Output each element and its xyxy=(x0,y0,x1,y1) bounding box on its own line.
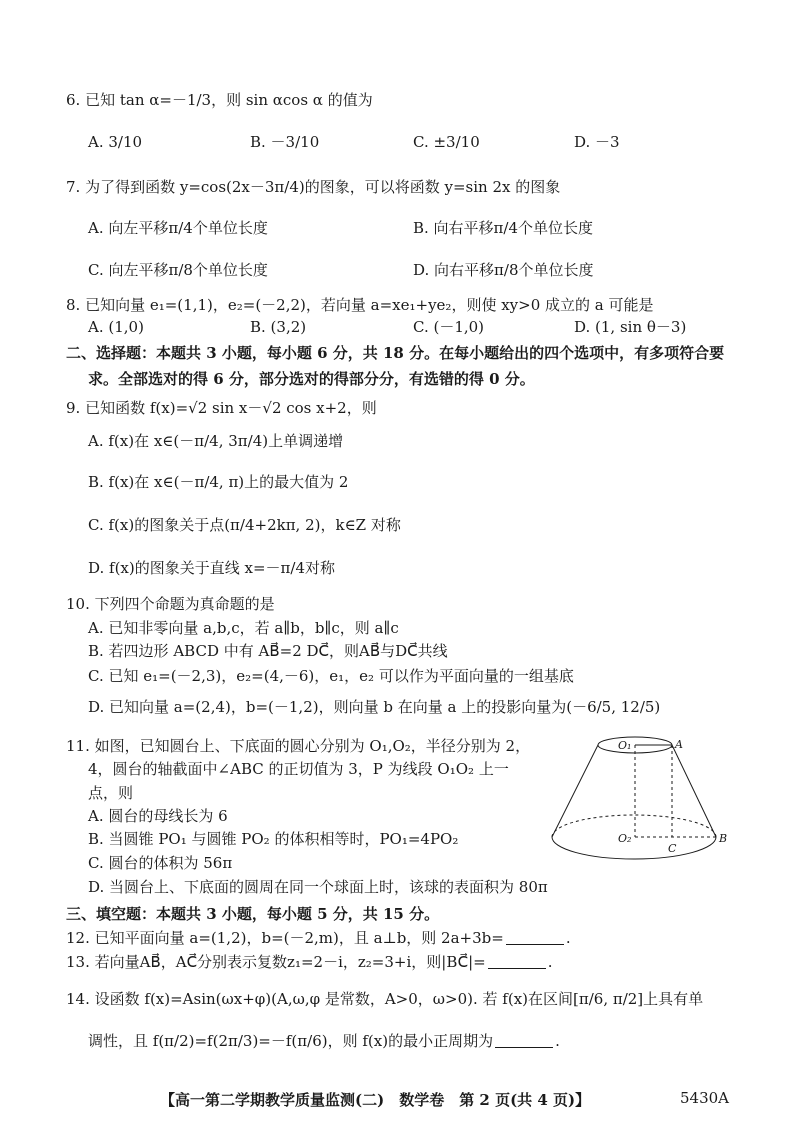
section3-heading: 三、填空题：本题共 3 小题，每小题 5 分，共 15 分。 xyxy=(66,905,440,923)
label-o2: O₂ xyxy=(618,832,632,845)
q8-option-d: D. (1, sin θ－3) xyxy=(574,318,687,336)
q6-option-c: C. ±3/10 xyxy=(413,133,480,151)
q8-stem: 8. 已知向量 e₁=(1,1)，e₂=(－2,2)，若向量 a=xe₁+ye₂，则使 xy>0 成立的 a 可能是 xyxy=(66,296,654,314)
q8-option-b: B. (3,2) xyxy=(250,318,307,336)
q6-option-a: A. 3/10 xyxy=(88,133,143,151)
q6-option-d: D. －3 xyxy=(574,133,620,151)
q11-option-d: D. 当圆台上、下底面的圆周在同一个球面上时，该球的表面积为 80π xyxy=(88,878,548,896)
frustum-figure xyxy=(548,728,748,888)
q8-option-a: A. (1,0) xyxy=(88,318,144,336)
q7-stem: 7. 为了得到函数 y=cos(2x－3π/4)的图象，可以将函数 y=sin 2x 的图象 xyxy=(66,178,561,196)
q7-option-c: C. 向左平移π/8个单位长度 xyxy=(88,261,268,279)
page-footer: 【高一第二学期教学质量监测(二) 数学卷 第 2 页(共 4 页)】 xyxy=(160,1091,591,1109)
q12-answer-blank[interactable] xyxy=(506,930,564,945)
q14 xyxy=(88,1030,560,1052)
q14-stem-line1: 14. 设函数 f(x)=Asin(ωx+φ)(A,ω,φ 是常数，A>0，ω>0). 若 f(x)在区间[π/6, π/2]上具有单 xyxy=(66,990,704,1008)
q9-option-b: B. f(x)在 x∈(－π/4, π)上的最大值为 2 xyxy=(88,473,349,491)
q11-option-b: B. 当圆锥 PO₁ 与圆锥 PO₂ 的体积相等时，PO₁=4PO₂ xyxy=(88,830,459,848)
q12-end: . xyxy=(565,929,571,947)
q9-stem: 9. 已知函数 f(x)=√2 sin x－√2 cos x+2，则 xyxy=(66,399,377,417)
q12-stem: 12. 已知平面向量 a=(1,2)，b=(－2,m)，且 a⊥b，则 2a+3b= xyxy=(66,929,504,947)
q11-option-a: A. 圆台的母线长为 6 xyxy=(88,807,228,825)
q10-option-c: C. 已知 e₁=(－2,3)，e₂=(4,－6)，e₁，e₂ 可以作为平面向量的一组基底 xyxy=(88,667,574,685)
q13-stem: 13. 若向量AB⃗，AC⃗分别表示复数z₁=2－i，z₂=3+i，则|BC⃗|= xyxy=(66,953,486,971)
q13 xyxy=(66,951,553,973)
q7-option-d: D. 向右平移π/8个单位长度 xyxy=(413,261,594,279)
q11-option-c: C. 圆台的体积为 56π xyxy=(88,854,233,872)
q13-answer-blank[interactable] xyxy=(488,954,546,969)
q14-stem-line2: 调性，且 f(π/2)=f(2π/3)=－f(π/6)，则 f(x)的最小正周期为 xyxy=(88,1032,494,1050)
q6-option-b: B. －3/10 xyxy=(250,133,320,151)
paper-code: 5430A xyxy=(680,1089,730,1107)
q11-stem-line3: 点，则 xyxy=(88,784,134,802)
q6-stem: 6. 已知 tan α=－1/3，则 sin αcos α 的值为 xyxy=(66,91,373,109)
label-c: C xyxy=(668,842,677,855)
q14-answer-blank[interactable] xyxy=(495,1033,553,1048)
q10-stem: 10. 下列四个命题为真命题的是 xyxy=(66,595,275,613)
q7-option-a: A. 向左平移π/4个单位长度 xyxy=(88,219,268,237)
q8-option-c: C. (－1,0) xyxy=(413,318,485,336)
label-b: B xyxy=(719,832,728,845)
q9-option-c: C. f(x)的图象关于点(π/4+2kπ, 2)，k∈Z 对称 xyxy=(88,516,401,534)
q13-end: . xyxy=(547,953,553,971)
label-a: A xyxy=(675,738,683,751)
section2-heading: 二、选择题：本题共 3 小题，每小题 6 分，共 18 分。在每小题给出的四个选项中，有多项符合要 xyxy=(66,344,725,362)
label-o1: O₁ xyxy=(618,739,632,752)
q12 xyxy=(66,927,571,949)
q9-option-d: D. f(x)的图象关于直线 x=－π/4对称 xyxy=(88,559,335,577)
q11-stem-line1: 11. 如图，已知圆台上、下底面的圆心分别为 O₁,O₂，半径分别为 2， xyxy=(66,737,531,755)
q10-option-a: A. 已知非零向量 a,b,c，若 a∥b，b∥c，则 a∥c xyxy=(88,619,399,637)
q11-stem-line2: 4，圆台的轴截面中∠ABC 的正切值为 3，P 为线段 O₁O₂ 上一 xyxy=(88,760,509,778)
section2-heading-cont: 求。全部选对的得 6 分，部分选对的得部分分，有选错的得 0 分。 xyxy=(88,370,535,388)
q9-option-a: A. f(x)在 x∈(－π/4, 3π/4)上单调递增 xyxy=(88,432,344,450)
q7-option-b: B. 向右平移π/4个单位长度 xyxy=(413,219,594,237)
q14-end: . xyxy=(555,1032,560,1050)
q10-option-d: D. 已知向量 a=(2,4)，b=(－1,2)，则向量 b 在向量 a 上的投影向量为(－6/5, 12/5) xyxy=(88,698,661,716)
q10-option-b: B. 若四边形 ABCD 中有 AB⃗=2 DC⃗，则AB⃗与DC⃗共线 xyxy=(88,642,448,660)
